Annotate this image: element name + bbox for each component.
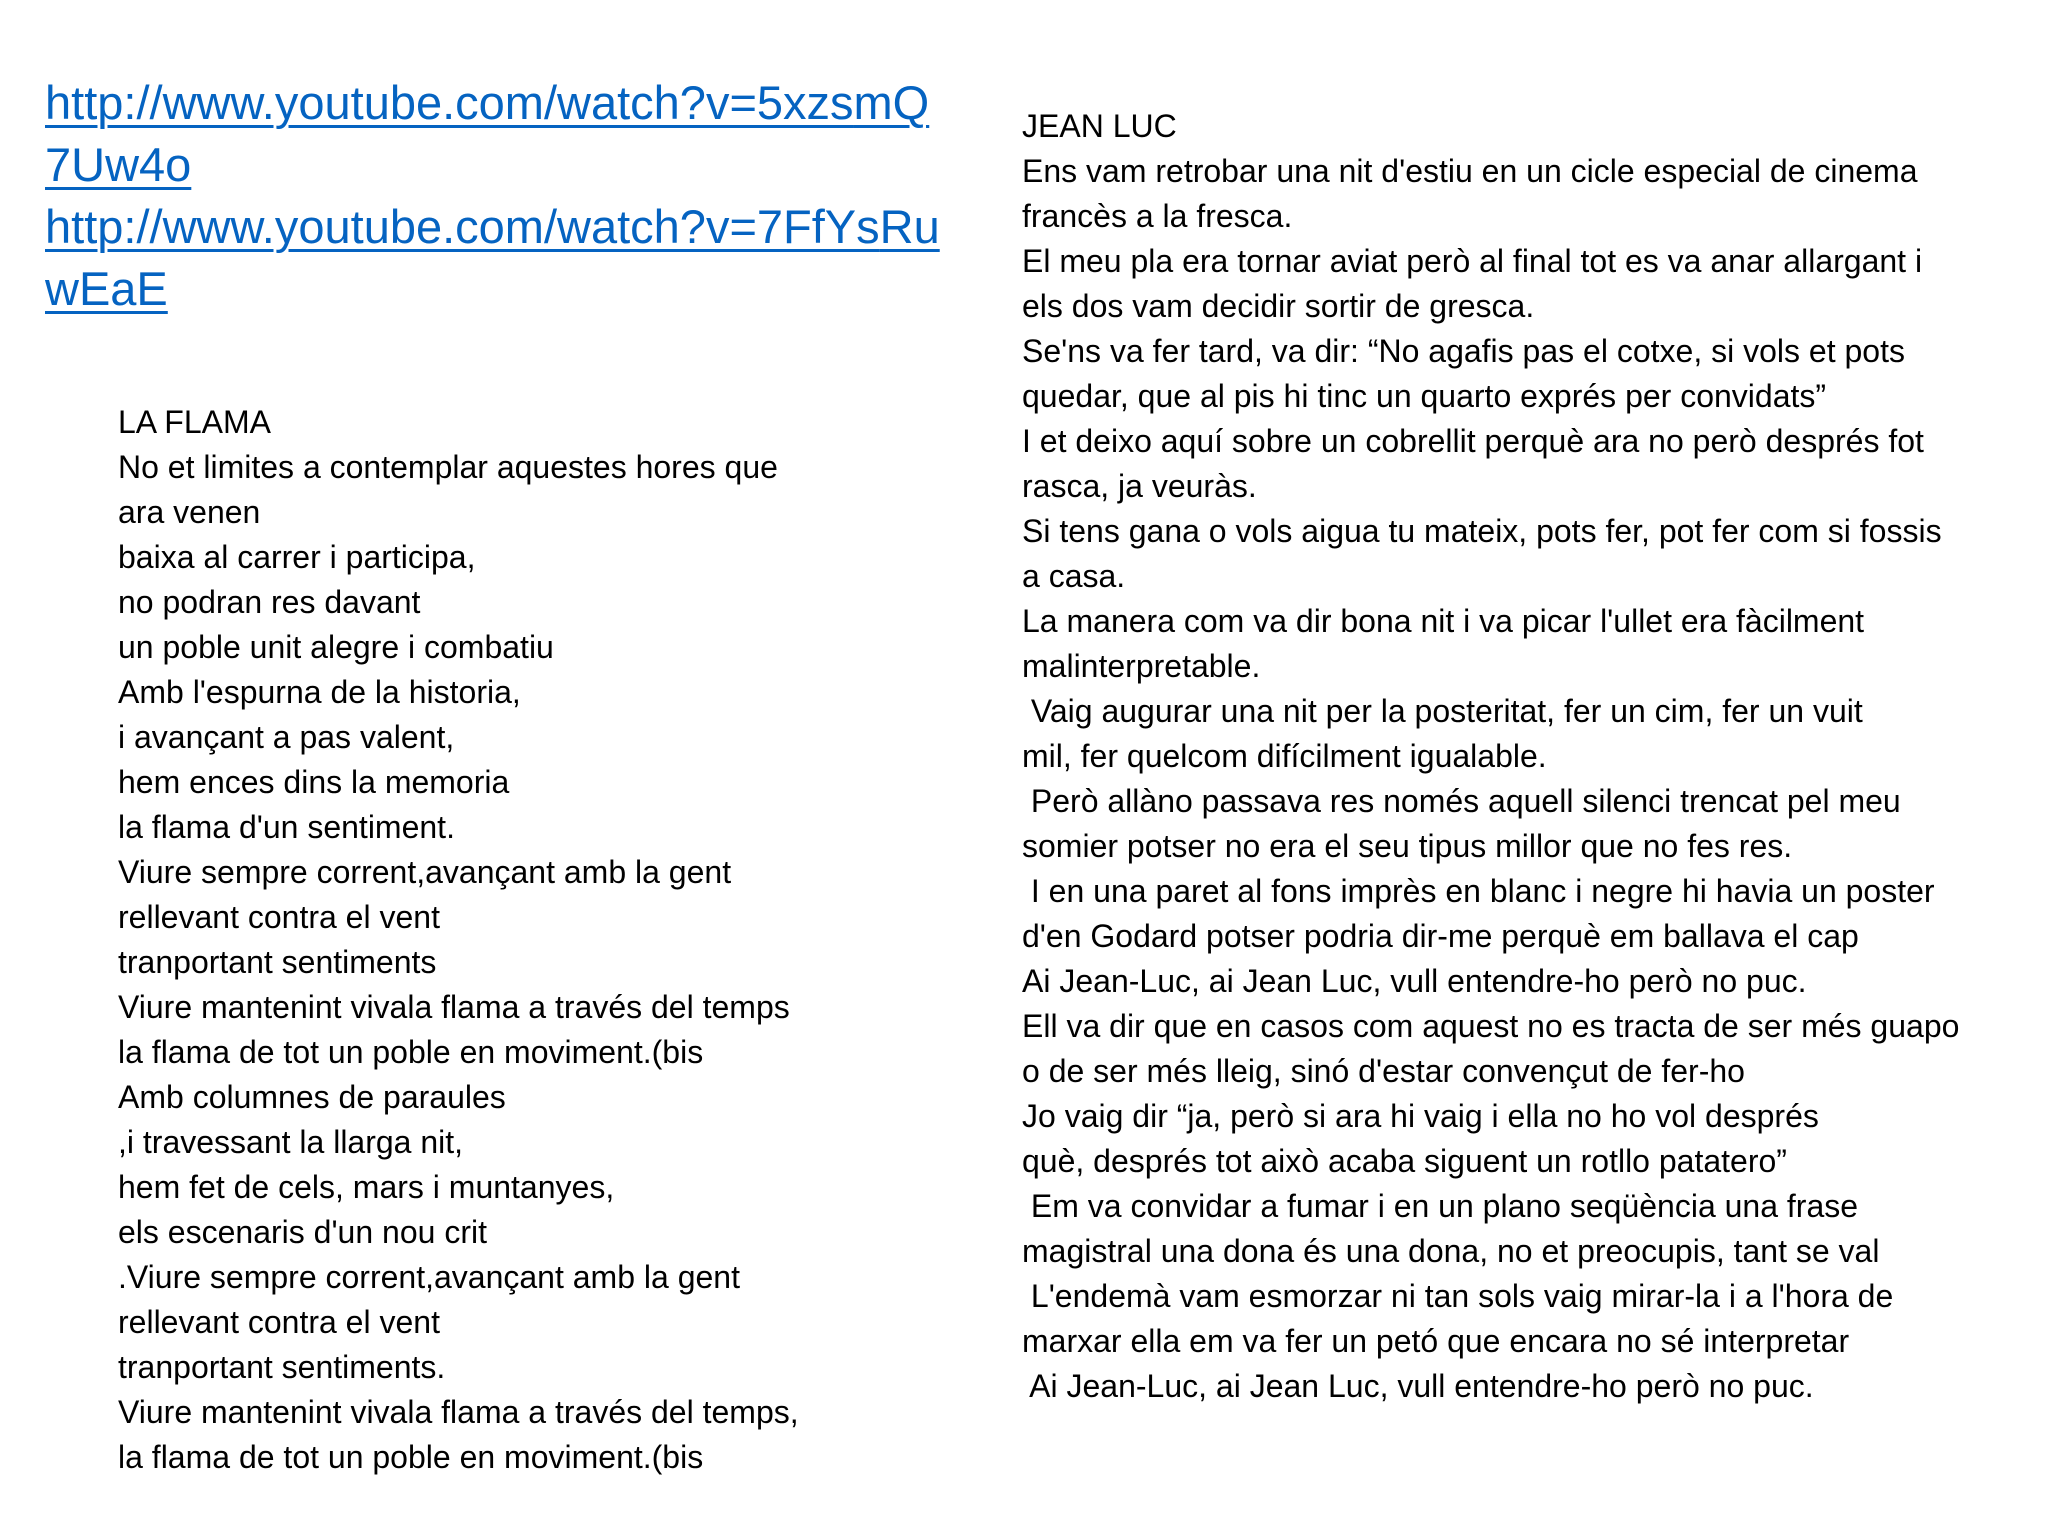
lyric-line: Viure sempre corrent,avançant amb la gent	[118, 854, 732, 890]
lyric-line: somier potser no era el seu tipus millor que no fes res.	[1022, 828, 1793, 864]
lyric-line: malinterpretable.	[1022, 648, 1261, 684]
lyric-line: Ai Jean-Luc, ai Jean Luc, vull entendre-ho però no puc.	[1022, 963, 1807, 999]
lyric-line: Amb l'espurna de la historia,	[118, 674, 521, 710]
lyric-line: Ell va dir que en casos com aquest no es tracta de ser més guapo	[1022, 1008, 1960, 1044]
lyric-line: Viure mantenint vivala flama a través del temps	[118, 989, 790, 1025]
lyric-line: no podran res davant	[118, 584, 421, 620]
lyric-line: tranportant sentiments.	[118, 1349, 446, 1385]
lyric-line: la flama de tot un poble en moviment.(bis	[118, 1439, 704, 1475]
lyric-line: Em va convidar a fumar i en un plano seqüència una frase	[1022, 1188, 1859, 1224]
jean-luc-lines	[1022, 149, 2032, 1409]
lyric-line: francès a la fresca.	[1022, 198, 1293, 234]
lyric-line: I et deixo aquí sobre un cobrellit perquè ara no però després fot	[1022, 423, 1924, 459]
lyric-line: Viure mantenint vivala flama a través del temps,	[118, 1394, 799, 1430]
lyric-line: No et limites a contemplar aquestes hores que	[118, 449, 778, 485]
lyric-line: Si tens gana o vols aigua tu mateix, pots fer, pot fer com si fossis	[1022, 513, 1942, 549]
lyric-line: Vaig augurar una nit per la posteritat, fer un cim, fer un vuit	[1022, 693, 1863, 729]
youtube-link-2-part-2: RuwEaE	[45, 200, 940, 315]
lyric-line: Però allàno passava res només aquell silenci trencat pel meu	[1022, 783, 1901, 819]
lyric-line: Ens vam retrobar una nit d'estiu en un cicle especial de cinema	[1022, 153, 1918, 189]
lyric-line: un poble unit alegre i combatiu	[118, 629, 554, 665]
lyric-line: la flama d'un sentiment.	[118, 809, 455, 845]
lyric-line: d'en Godard potser podria dir-me perquè em ballava el cap	[1022, 918, 1859, 954]
lyric-line: Jo vaig dir “ja, però si ara hi vaig i ella no ho vol després	[1022, 1098, 1819, 1134]
youtube-link-2-part-1: http://www.youtube.com/watch?v=7FfYs	[45, 200, 880, 253]
lyric-line: hem ences dins la memoria	[118, 764, 510, 800]
lyric-line: Ai Jean-Luc, ai Jean Luc, vull entendre-ho però no puc.	[1022, 1368, 1814, 1404]
lyric-line: i avançant a pas valent,	[118, 719, 455, 755]
lyric-line: els dos vam decidir sortir de gresca.	[1022, 288, 1535, 324]
lyric-line: I en una paret al fons imprès en blanc i negre hi havia un poster	[1022, 873, 1935, 909]
lyric-line: L'endemà vam esmorzar ni tan sols vaig mirar-la i a l'hora de	[1022, 1278, 1894, 1314]
lyric-line: magistral una dona és una dona, no et preocupis, tant se val	[1022, 1233, 1880, 1269]
lyric-line: La manera com va dir bona nit i va picar l'ullet era fàcilment	[1022, 603, 1865, 639]
youtube-link-1[interactable]	[45, 72, 945, 196]
la-flama-title: LA FLAMA	[118, 404, 271, 440]
lyric-line: Amb columnes de paraules	[118, 1079, 506, 1115]
la-flama-lines	[118, 445, 978, 1480]
lyric-line: tranportant sentiments	[118, 944, 437, 980]
lyric-line: ,i travessant la llarga nit,	[118, 1124, 464, 1160]
lyric-line: .Viure sempre corrent,avançant amb la gent	[118, 1259, 740, 1295]
lyric-line: ara venen	[118, 494, 261, 530]
youtube-link-2[interactable]	[45, 196, 945, 320]
lyric-line: rasca, ja veuràs.	[1022, 468, 1257, 504]
lyric-line: rellevant contra el vent	[118, 1304, 440, 1340]
lyric-line: marxar ella em va fer un petó que encara no sé interpretar	[1022, 1323, 1850, 1359]
lyric-line: la flama de tot un poble en moviment.(bis	[118, 1034, 704, 1070]
lyric-line: El meu pla era tornar aviat però al final tot es va anar allargant i	[1022, 243, 1923, 279]
jean-luc-lyrics	[1022, 104, 2032, 1409]
lyric-line: rellevant contra el vent	[118, 899, 440, 935]
lyric-line: baixa al carrer i participa,	[118, 539, 476, 575]
lyric-line: els escenaris d'un nou crit	[118, 1214, 487, 1250]
lyric-line: quedar, que al pis hi tinc un quarto exprés per convidats”	[1022, 378, 1827, 414]
lyric-line: o de ser més lleig, sinó d'estar convençut de fer-ho	[1022, 1053, 1745, 1089]
lyric-line: Se'ns va fer tard, va dir: “No agafis pas el cotxe, si vols et pots	[1022, 333, 1905, 369]
youtube-link-1-part-2: mQ7Uw4o	[45, 76, 930, 191]
la-flama-lyrics	[118, 400, 978, 1480]
lyric-line: hem fet de cels, mars i muntanyes,	[118, 1169, 615, 1205]
lyric-line: a casa.	[1022, 558, 1126, 594]
lyric-line: què, després tot això acaba siguent un rotllo patatero”	[1022, 1143, 1787, 1179]
jean-luc-title: JEAN LUC	[1022, 108, 1177, 144]
lyric-line: mil, fer quelcom difícilment igualable.	[1022, 738, 1547, 774]
youtube-links	[45, 72, 945, 320]
youtube-link-1-part-1: http://www.youtube.com/watch?v=5xzs	[45, 76, 854, 129]
